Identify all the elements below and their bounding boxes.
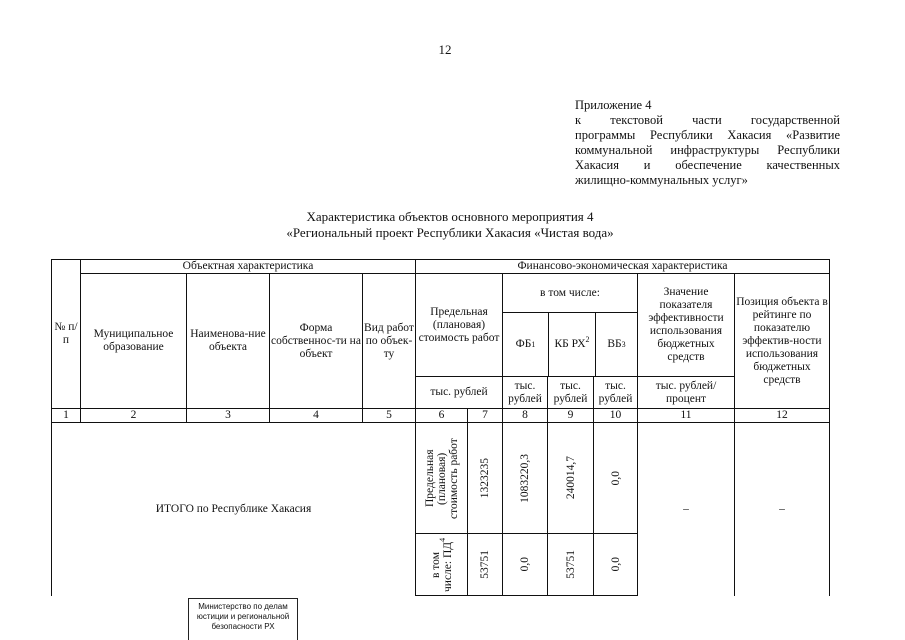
- row-pd-footnote: 4: [437, 537, 447, 542]
- appendix-block: [575, 98, 840, 188]
- header-finance-group: Финансово-экономическая характеристика: [416, 260, 830, 274]
- document-title: [240, 209, 660, 241]
- column-number: 7: [468, 409, 503, 423]
- header-kb-footnote: 2: [585, 335, 590, 345]
- header-num: № п/п: [52, 260, 81, 409]
- header-including: в том числе:: [503, 274, 637, 313]
- unit-vb: тыс. рублей: [594, 377, 638, 409]
- appendix-line: жилищно-коммунальных услуг»: [575, 173, 748, 187]
- header-efficiency: Значение показателя эффективности использования бюджетных средств: [638, 274, 735, 377]
- header-including-group: [503, 274, 638, 377]
- column-number: 6: [416, 409, 468, 423]
- pd-cost-text: 53751: [479, 550, 491, 579]
- header-fb-label: ФБ: [515, 338, 532, 350]
- header-cost: Предельная (плановая) стоимость работ: [416, 274, 503, 377]
- column-number: 2: [81, 409, 187, 423]
- column-number: 11: [638, 409, 735, 423]
- appendix-heading: Приложение 4: [575, 98, 652, 112]
- header-rating: Позиция объекта в рейтинге по показателю эффектив-ности использования бюджетных средств: [735, 274, 830, 409]
- total-cost-text: 1323235: [479, 457, 491, 499]
- header-object-group: Объектная характеристика: [81, 260, 416, 274]
- appendix-line: Хакасия и обеспечение качественных: [575, 158, 840, 172]
- unit-fb: тыс. рублей: [503, 377, 548, 409]
- pd-fb-value: [503, 534, 548, 596]
- total-kb-value: [548, 423, 594, 534]
- column-number: 9: [548, 409, 594, 423]
- appendix-line: к текстовой части государственной: [575, 113, 840, 127]
- row-cost-label-text: Предельная (плановая) стоимость работ: [423, 437, 460, 519]
- unit-cost: тыс. рублей: [416, 377, 503, 409]
- pd-vb-text: 0,0: [609, 557, 622, 572]
- ministry-stamp: Министерство по делам юстиции и региональной безопасности РХ: [188, 598, 298, 640]
- pd-kb-value: [548, 534, 594, 596]
- header-kb-label: КБ РХ: [554, 338, 586, 350]
- appendix-line: программы Республики Хакасия «Развитие: [575, 128, 840, 142]
- total-kb-text: 240014,7: [564, 456, 577, 500]
- header-vb-label: ВБ: [607, 338, 622, 350]
- header-municipality: Муниципальное образование: [81, 274, 187, 409]
- header-work-type: Вид работ по объек-ту: [363, 274, 416, 409]
- total-label: ИТОГО по Республике Хакасия: [52, 423, 416, 596]
- header-vb: ВБ 3: [607, 338, 626, 350]
- column-number: 5: [363, 409, 416, 423]
- header-fb: ФБ 1: [503, 313, 549, 376]
- column-number: 8: [503, 409, 548, 423]
- row-cost-label: [416, 423, 468, 534]
- page-number: 12: [438, 42, 452, 57]
- row-pd-label: [416, 534, 468, 596]
- efficiency-value: –: [638, 423, 735, 596]
- total-cost-value: [468, 423, 503, 534]
- unit-efficiency: тыс. рублей/ процент: [638, 377, 735, 409]
- pd-kb-text: 53751: [564, 550, 577, 579]
- title-line-1: Характеристика объектов основного мероприятия 4: [306, 209, 594, 224]
- rating-value: –: [735, 423, 830, 596]
- total-vb-text: 0,0: [609, 470, 622, 486]
- objects-table: [51, 259, 830, 596]
- pd-fb-text: 0,0: [519, 557, 531, 572]
- pd-vb-value: [594, 534, 638, 596]
- header-kb: [549, 313, 596, 376]
- column-number: 10: [594, 409, 638, 423]
- column-number: 1: [52, 409, 81, 423]
- column-number: 3: [187, 409, 270, 423]
- total-fb-value: [503, 423, 548, 534]
- column-number: 4: [270, 409, 363, 423]
- column-number: 12: [735, 409, 830, 423]
- title-line-2: «Региональный проект Республики Хакасия «Чистая вода»: [286, 225, 614, 240]
- unit-kb: тыс. рублей: [548, 377, 594, 409]
- appendix-line: коммунальной инфраструктуры Республики: [575, 143, 840, 157]
- row-pd-label-text: [430, 537, 454, 593]
- row-pd-label-main: в том числе: ПД: [429, 541, 454, 592]
- pd-cost-value: [468, 534, 503, 596]
- header-object-name: Наименова-ние объекта: [187, 274, 270, 409]
- header-ownership: Форма собственнос-ти на объект: [270, 274, 363, 409]
- total-vb-value: [594, 423, 638, 534]
- total-fb-text: 1083220,3: [519, 453, 531, 503]
